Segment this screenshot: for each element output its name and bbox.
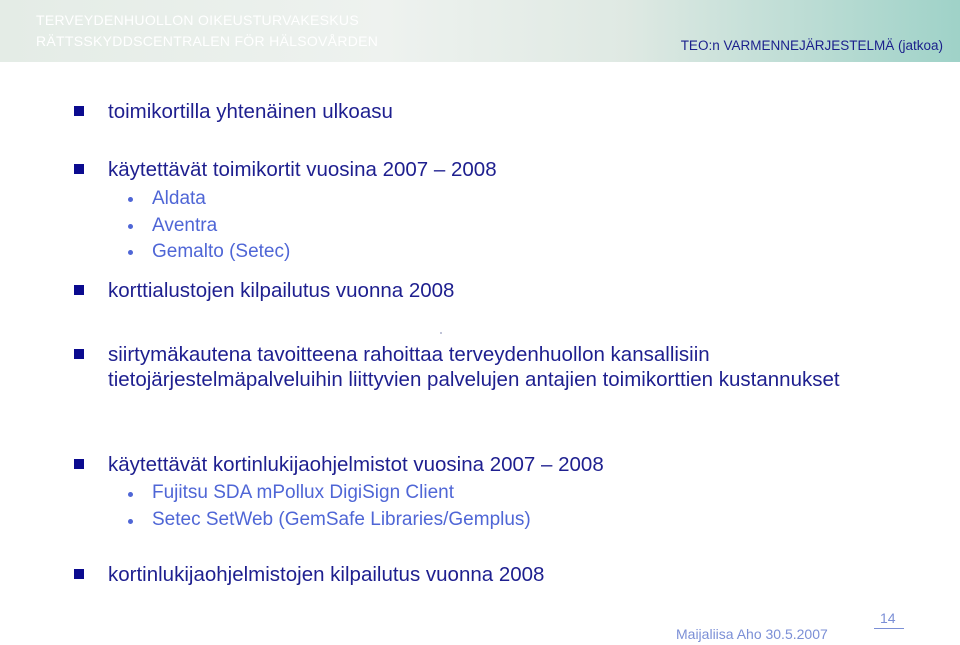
square-bullet-icon: [74, 285, 84, 295]
page-number: 14: [880, 610, 896, 626]
bullet-text: kortinlukijaohjelmistojen kilpailutus vuonna 2008: [108, 563, 545, 586]
slide-header: [0, 0, 960, 62]
bullet-text: toimikortilla yhtenäinen ulkoasu: [108, 100, 393, 123]
square-bullet-icon: [74, 569, 84, 579]
bullet-text: siirtymäkautena tavoitteena rahoittaa terveydenhuollon kansallisiin tietojärjestelmäpalveluihin liittyvien palvelujen antajien toimikorttien kustannukset: [108, 343, 840, 391]
organization-name-swedish: RÄTTSSKYDDSCENTRALEN FÖR HÄLSOVÅRDEN: [36, 33, 379, 49]
bullet-text: käytettävät toimikortit vuosina 2007 – 2008: [108, 158, 497, 181]
round-bullet-icon: [128, 250, 133, 255]
bullet-text: korttialustojen kilpailutus vuonna 2008: [108, 279, 455, 302]
round-bullet-icon: [128, 197, 133, 202]
round-bullet-icon: [128, 224, 133, 229]
sub-bullet-text: Aldata: [152, 188, 206, 209]
round-bullet-icon: [128, 519, 133, 524]
section-title: TEO:n VARMENNEJÄRJESTELMÄ (jatkoa): [680, 38, 943, 53]
bullet-text: käytettävät kortinlukijaohjelmistot vuosina 2007 – 2008: [108, 453, 604, 476]
sub-bullet-text: Setec SetWeb (GemSafe Libraries/Gemplus): [152, 509, 531, 530]
footer-author-date: Maijaliisa Aho 30.5.2007: [676, 626, 828, 642]
square-bullet-icon: [74, 459, 84, 469]
square-bullet-icon: [74, 164, 84, 174]
round-bullet-icon: [128, 492, 133, 497]
organization-name-finnish: TERVEYDENHUOLLON OIKEUSTURVAKESKUS: [36, 12, 359, 28]
sub-bullet-text: Gemalto (Setec): [152, 241, 291, 262]
sub-bullet-text: Aventra: [152, 215, 218, 236]
sub-bullet-text: Fujitsu SDA mPollux DigiSign Client: [152, 482, 455, 503]
square-bullet-icon: [74, 106, 84, 116]
square-bullet-icon: [74, 349, 84, 359]
page-number-underline: [874, 628, 904, 629]
stray-dot: [440, 332, 442, 334]
